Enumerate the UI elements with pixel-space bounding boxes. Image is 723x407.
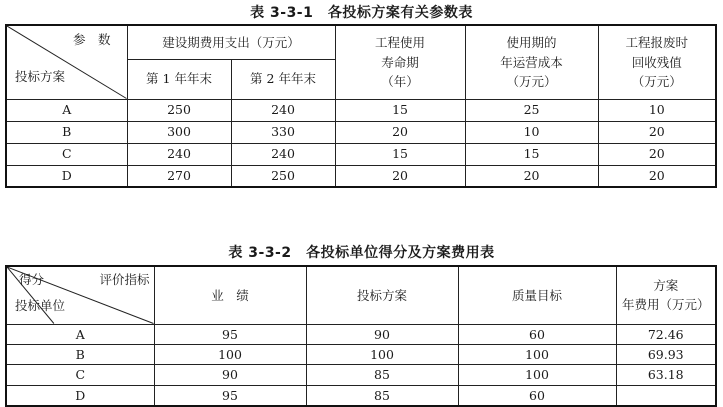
table1-header-life: 工程使用 寿命期 （年） [335,25,465,99]
table-row [6,344,716,364]
table2-corner-score: 得分 [19,272,45,287]
table2-header-performance: 业 绩 [154,266,306,324]
table1-corner-bottom: 投标方案 [15,69,66,85]
table-cell: 20 [465,165,598,187]
table-cell: 100 [458,365,616,385]
table-cell: 250 [231,165,335,187]
table-cell: 60 [458,385,616,406]
table1-group-header: 建设期费用支出（万元） [127,25,335,59]
table-cell: 15 [335,99,465,121]
scores-table [5,265,717,407]
table-cell: 10 [465,121,598,143]
table2-header-cost: 方案 年费用（万元） [616,266,716,324]
table-cell: 10 [598,99,716,121]
table-row [6,385,716,406]
table-row [6,143,716,165]
table-cell: 330 [231,121,335,143]
table-cell: B [6,121,127,143]
table-cell: D [6,165,127,187]
table-cell: 69.93 [616,344,716,364]
table-cell: 85 [306,365,458,385]
table1-header-year2: 第 2 年年末 [231,59,335,99]
table1-header-year1: 第 1 年年末 [127,59,231,99]
table-row [6,99,716,121]
table1-corner-top: 参 数 [72,32,111,47]
table1-header-cost: 使用期的 年运营成本 （万元） [465,25,598,99]
table2-corner-bidder: 投标单位 [15,298,66,314]
table-cell: 100 [154,344,306,364]
table-cell: 240 [231,143,335,165]
table2-corner-cell [6,266,154,324]
table-cell: 100 [458,344,616,364]
table1-header-salvage: 工程报废时 回收残值 （万元） [598,25,716,99]
table-cell: A [6,324,154,344]
table-cell: 63.18 [616,365,716,385]
table2-caption: 表 3-3-2 各投标单位得分及方案费用表 [228,245,495,261]
table-cell: 20 [598,165,716,187]
table-cell: C [6,365,154,385]
table-cell: C [6,143,127,165]
table1-corner-cell [6,25,127,99]
table1-caption: 表 3-3-1 各投标方案有关参数表 [250,5,473,21]
table-cell: 15 [335,143,465,165]
table-cell: 72.46 [616,324,716,344]
table-cell: 20 [598,143,716,165]
table-cell: 95 [154,385,306,406]
table2-header-quality: 质量目标 [458,266,616,324]
table-cell: 20 [335,121,465,143]
table-cell: 100 [306,344,458,364]
table-row [6,165,716,187]
table-row [6,365,716,385]
table-cell: 300 [127,121,231,143]
table-cell: 15 [465,143,598,165]
table-cell: 25 [465,99,598,121]
table-cell: A [6,99,127,121]
table-row [6,121,716,143]
table-cell: 20 [335,165,465,187]
table-row [6,324,716,344]
table-cell: 90 [154,365,306,385]
table-cell: B [6,344,154,364]
table2-header-plan: 投标方案 [306,266,458,324]
table-cell [616,385,716,406]
table-cell: 240 [231,99,335,121]
table-cell: 95 [154,324,306,344]
table-cell: 60 [458,324,616,344]
table-cell: 85 [306,385,458,406]
table2-corner-criteria: 评价指标 [99,272,150,287]
table-cell: 250 [127,99,231,121]
parameters-table [5,24,717,188]
table-cell: 20 [598,121,716,143]
table-cell: 90 [306,324,458,344]
table-cell: D [6,385,154,406]
table-cell: 240 [127,143,231,165]
table-cell: 270 [127,165,231,187]
